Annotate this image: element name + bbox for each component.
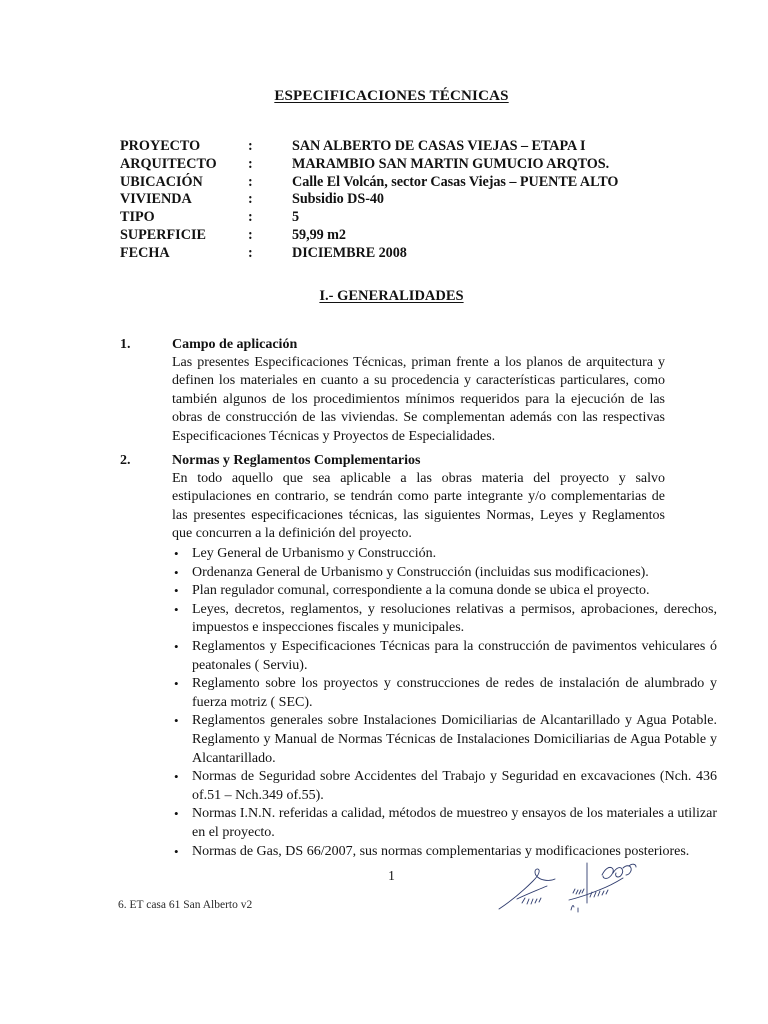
meta-separator: : [248,138,253,154]
list-item-text: Reglamentos y Especificaciones Técnicas para la construcción de pavimentos vehiculares ó peatonales ( Serviu). [192,638,717,673]
list-item-text: Normas de Seguridad sobre Accidentes del Trabajo y Seguridad en excavaciones (Nch. 436 of.51 – Nch.349 of.55). [192,769,717,803]
meta-value: 5 [292,209,300,226]
list-item-text: Normas de Gas, DS 66/2007, sus normas complementarias y modificaciones posteriores. [192,843,690,859]
bullet-icon: • [174,564,179,580]
table-row [120,156,665,174]
list-item [172,601,717,638]
list-item-text: Leyes, decretos, reglamentos, y resoluciones relativas a permisos, aprobaciones, derechos, impuestos e inspecciones fiscales y municipales. [192,601,717,636]
clause-paragraph: Las presentes Especificaciones Técnicas, priman frente a los planos de arquitectura y definen los materiales en cuanto a su procedencia y características particulares, como también algunos de los procedimientos mínimos requeridos para la ejecución de las obras de construcción de las viviendas. Se complementan además con las respectivas Especificaciones Técnicas y Proyectos de Especialidades. [172,354,665,444]
meta-value: DICIEMBRE 2008 [292,244,407,261]
clause-body [172,336,665,446]
meta-label: FECHA [120,244,170,261]
page-title [120,88,663,105]
clause-title: Normas y Reglamentos Complementarios [172,453,421,468]
meta-value: 59,99 m2 [292,226,346,243]
list-item [172,675,717,712]
bullet-icon: • [174,843,179,859]
footer-file-reference: 6. ET casa 61 San Alberto v2 [118,899,253,911]
list-item-text: Reglamento sobre los proyectos y construcciones de redes de instalación de alumbrado y fuerza motriz ( SEC). [192,676,717,710]
list-item [172,564,717,583]
meta-label: VIVIENDA [120,191,192,208]
table-row [120,227,665,245]
bullet-icon: • [174,546,179,561]
meta-label: ARQUITECTO [120,155,217,172]
list-item-text: Reglamentos generales sobre Instalaciones Domiciliarias de Alcantarillado y Agua Potable. Reglamento y Manual de Normas Técnicas de Instalaciones Domiciliarias de Agua Potable y Alcantarillado. [192,713,717,766]
list-item-text: Plan regulador comunal, correspondiente a la comuna donde se ubica el proyecto. [192,583,650,599]
list-item [172,712,717,768]
bullet-icon: • [174,806,179,822]
signature-block [495,855,645,917]
normas-bullet-list [172,545,717,861]
list-item [172,805,717,842]
table-row [120,174,665,192]
clause-campo-de-aplicacion [120,336,665,446]
meta-value: Subsidio DS-40 [292,191,384,208]
meta-separator: : [248,191,253,208]
table-row [120,138,665,156]
list-item-text: Ley General de Urbanismo y Construcción. [192,546,437,561]
meta-value: Calle El Volcán, sector Casas Viejas – PUENTE ALTO [292,173,619,190]
section-heading-text: I.- GENERALIDADES [319,288,464,304]
bullet-icon: • [174,638,179,654]
project-metadata-table [120,138,665,263]
page-title-text: ESPECIFICACIONES TÉCNICAS [274,88,509,104]
meta-label: UBICACIÓN [120,173,203,190]
meta-label: SUPERFICIE [120,226,206,243]
bullet-icon: • [174,713,179,729]
list-item-text: Normas I.N.N. referidas a calidad, métodos de muestreo y ensayos de los materiales a utilizar en el proyecto. [192,806,717,840]
list-item [172,545,717,564]
list-item [172,582,717,601]
meta-separator: : [248,244,253,261]
meta-separator: : [248,155,253,172]
list-item-text: Ordenanza General de Urbanismo y Construcción (incluidas sus modificaciones). [192,564,649,580]
bullet-icon: • [174,583,179,599]
meta-separator: : [248,173,253,190]
bullet-icon: • [174,769,179,785]
section-heading [120,288,663,305]
meta-value: MARAMBIO SAN MARTIN GUMUCIO ARQTOS. [292,155,610,172]
table-row [120,245,665,263]
list-item [172,768,717,805]
page-number: 1 [388,868,395,883]
table-row [120,191,665,209]
table-row [120,209,665,227]
meta-label: PROYECTO [120,138,201,154]
list-item [172,638,717,675]
meta-separator: : [248,226,253,243]
bullet-icon: • [174,676,179,692]
meta-value: SAN ALBERTO DE CASAS VIEJAS – ETAPA I [292,138,586,154]
bullet-icon: • [174,601,179,617]
clause-title: Campo de aplicación [172,337,298,352]
clause-number: 2. [120,453,131,468]
handwritten-signatures-icon [495,855,645,917]
clause-paragraph: En todo aquello que sea aplicable a las obras materia del proyecto y salvo estipulaciones en contrario, se tendrán como parte integrante y/o complementarias de las presentes especificaciones técnicas, las siguientes Normas, Leyes y Reglamentos que concurren a la definición del proyecto. [172,470,665,542]
clause-body [172,452,665,544]
clause-normas-y-reglamentos [120,452,665,544]
meta-separator: : [248,209,253,226]
meta-label: TIPO [120,209,155,226]
clause-number: 1. [120,337,131,352]
